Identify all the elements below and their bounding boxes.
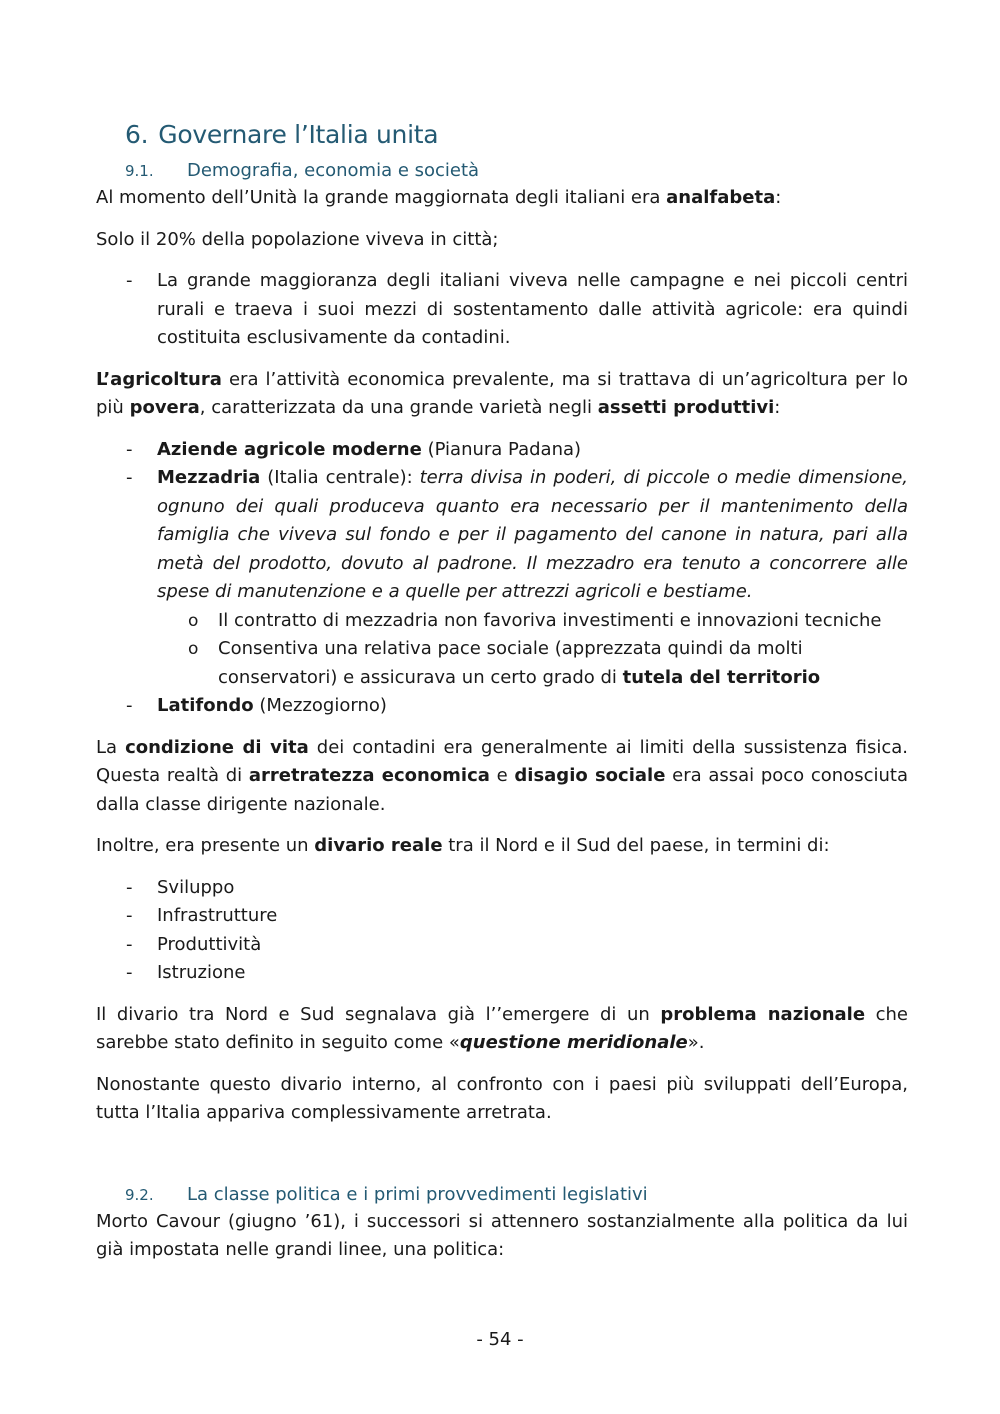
list-item: o Consentiva una relativa pace sociale (apprezzata quindi da molti conservatori) e assicurava un certo grado di tutela del territorio <box>157 635 908 692</box>
paragraph-divario: Inoltre, era presente un divario reale tra il Nord e il Sud del paese, in termini di: <box>96 835 830 856</box>
bullet-list-latifondo <box>96 692 908 721</box>
paragraph-analfabeta: Al momento dell’Unità la grande maggiornata degli italiani era analfabeta: <box>96 187 782 208</box>
section-heading-9-1 <box>96 158 908 184</box>
circle-marker: o <box>188 610 199 631</box>
chapter-title: Governare l’Italia unita <box>158 120 439 149</box>
bullet-list-divario <box>96 874 908 988</box>
list-item: - Aziende agricole moderne (Pianura Padana) <box>96 436 908 465</box>
list-item: - Istruzione <box>96 959 908 988</box>
dash-marker: - <box>126 962 133 983</box>
dash-marker: - <box>126 905 133 926</box>
page-number: - 54 - <box>476 1329 524 1350</box>
bullet-list-assetti <box>96 436 908 607</box>
paragraph-cavour: Morto Cavour (giugno ’61), i successori si attennero sostanzialmente alla politica da lui già impostata nelle grandi linee, una politica: <box>96 1210 908 1260</box>
dash-marker: - <box>126 695 133 716</box>
paragraph-popolazione: Solo il 20% della popolazione viveva in città; <box>96 228 499 250</box>
circle-marker: o <box>188 639 199 659</box>
chapter-heading <box>125 118 908 152</box>
chapter-number: 6. <box>125 120 149 149</box>
section-title: La classe politica e i primi provvedimenti legislativi <box>187 1183 648 1205</box>
dash-marker: - <box>126 438 133 460</box>
paragraph-condizione-di-vita: La condizione di vita dei contadini era generalmente ai limiti della sussistenza fisica. Questa realtà di arretratezza economica e disagio sociale era assai poco conosciuta dalla classe dirigente nazionale. <box>96 736 909 815</box>
list-item: - Infrastrutture <box>96 902 908 931</box>
dash-marker: - <box>126 270 133 291</box>
section-number: 9.1. <box>125 162 154 180</box>
list-item: o Il contratto di mezzadria non favoriva investimenti e innovazioni tecniche <box>157 607 908 636</box>
sub-list-mezzadria <box>157 607 908 693</box>
page-content <box>96 118 908 1265</box>
section-heading-9-2 <box>96 1182 908 1208</box>
dash-marker: - <box>126 933 133 955</box>
dash-marker: - <box>126 876 133 898</box>
paragraph-questione-meridionale: Il divario tra Nord e Sud segnalava già l’’emergere di un problema nazionale che sarebbe stato definito in seguito come «questione meridionale». <box>96 1003 909 1053</box>
list-item: - Mezzadria (Italia centrale): terra divisa in poderi, di piccole o medie dimensione, ognuno dei quali produceva quanto era necessario per il mantenimento della famiglia che viveva sul fondo e per il pagamento del canone in natura, pari alla metà del prodotto, dovuto al padrone. Il mezzadro era tenuto a concorrere alle spese di manutenzione e a quelle per attrezzi agricoli e bestiame. <box>96 464 908 607</box>
list-item: - La grande maggioranza degli italiani viveva nelle campagne e nei piccoli centri rurali e traeva i suoi mezzi di sostentamento dalle attività agricole: era quindi costituita esclusivamente da contadini. <box>96 267 908 353</box>
section-number: 9.2. <box>125 1185 154 1204</box>
list-item: - Latifondo (Mezzogiorno) <box>96 692 908 721</box>
list-item: - Sviluppo <box>96 874 908 903</box>
bullet-list-campagne <box>96 267 908 353</box>
paragraph-arretrata: Nonostante questo divario interno, al confronto con i paesi più sviluppati dell’Europa, tutta l’Italia appariva complessivamente arretrata. <box>96 1073 908 1123</box>
section-title: Demografia, economia e società <box>187 160 480 181</box>
dash-marker: - <box>126 467 133 488</box>
paragraph-agricoltura: L’agricoltura era l’attività economica prevalente, ma si trattava di un’agricoltura per lo più povera, caratterizzata da una grande varietà negli assetti produttivi: <box>96 368 908 418</box>
list-item: - Produttività <box>96 931 908 960</box>
